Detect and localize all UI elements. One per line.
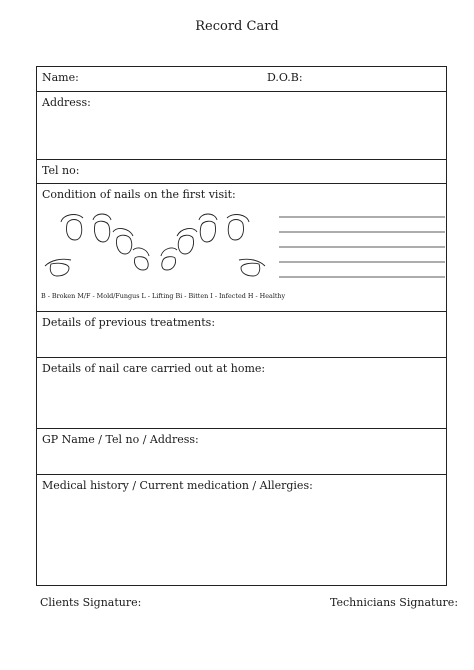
tel-row[interactable] — [37, 160, 446, 184]
address-row[interactable] — [37, 92, 446, 160]
technician-signature-label: Technicians Signature: — [330, 596, 459, 609]
nail-condition-legend: B - Broken M/F - Mold/Fungus L - Lifting Bi - Bitten I - Infected H - Healthy — [41, 292, 286, 300]
right-hand-nails-icon — [161, 214, 265, 276]
home-care-row[interactable] — [37, 358, 446, 429]
address-label: Address: — [42, 96, 91, 109]
client-signature-label: Clients Signature: — [40, 596, 142, 609]
nail-condition-label: Condition of nails on the first visit: — [42, 188, 236, 201]
name-label: Name: — [42, 71, 79, 84]
record-form — [36, 66, 447, 586]
dob-label: D.O.B: — [267, 71, 303, 84]
medical-history-label: Medical history / Current medication / Allergies: — [42, 479, 313, 492]
previous-treatments-row[interactable] — [37, 312, 446, 358]
gp-label: GP Name / Tel no / Address: — [42, 433, 199, 446]
nail-condition-row[interactable] — [37, 184, 446, 312]
home-care-label: Details of nail care carried out at home: — [42, 362, 266, 375]
name-dob-row[interactable] — [37, 67, 446, 92]
page-title: Record Card — [195, 19, 279, 34]
medical-history-row[interactable] — [37, 475, 446, 585]
tel-label: Tel no: — [42, 164, 80, 177]
gp-row[interactable] — [37, 429, 446, 475]
previous-treatments-label: Details of previous treatments: — [42, 316, 216, 329]
left-hand-nails-icon — [45, 214, 149, 276]
notes-lines — [279, 217, 445, 277]
